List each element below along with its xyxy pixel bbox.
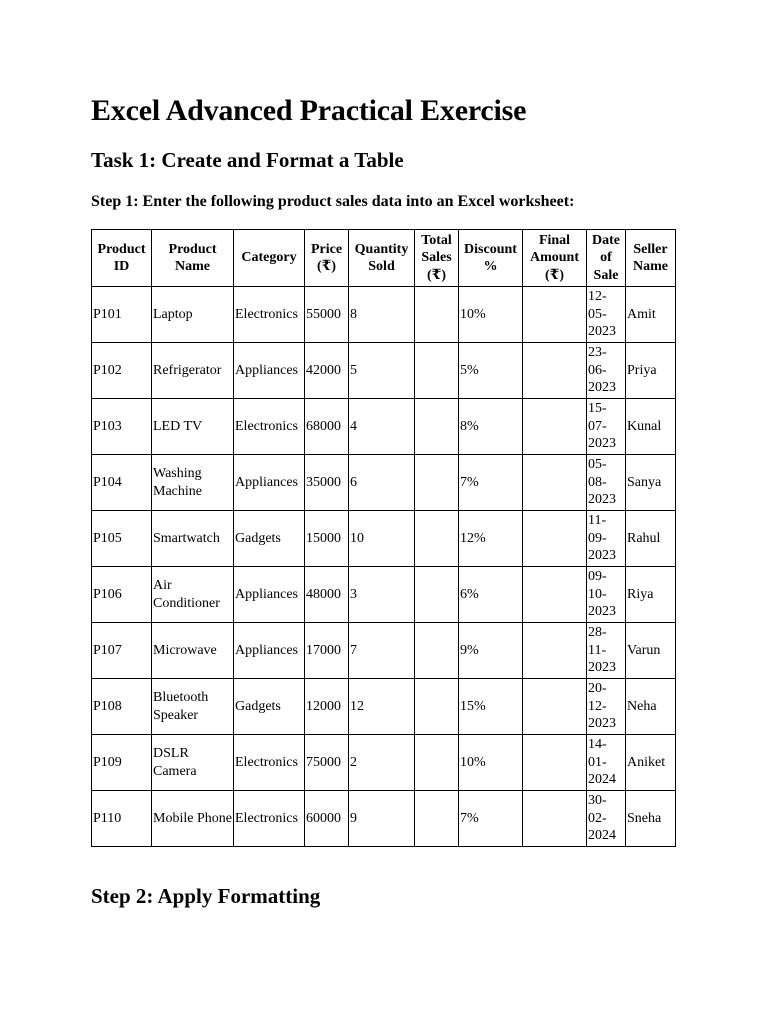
header-category: Category	[234, 230, 305, 287]
cell-seller-name: Kunal	[626, 399, 676, 455]
cell-date-of-sale: 23-06-2023	[587, 343, 626, 399]
cell-total-sales	[415, 399, 459, 455]
cell-final-amount	[523, 623, 587, 679]
cell-seller-name: Riya	[626, 567, 676, 623]
cell-discount: 7%	[459, 455, 523, 511]
cell-final-amount	[523, 679, 587, 735]
cell-date-of-sale: 09-10-2023	[587, 567, 626, 623]
cell-product-id: P106	[92, 567, 152, 623]
cell-category: Electronics	[234, 399, 305, 455]
table-row	[92, 623, 676, 679]
cell-quantity-sold: 10	[349, 511, 415, 567]
step1-instruction: Step 1: Enter the following product sales data into an Excel worksheet:	[91, 193, 575, 210]
header-final-amount: Final Amount (₹)	[523, 230, 587, 287]
table-row	[92, 399, 676, 455]
cell-final-amount	[523, 399, 587, 455]
cell-date-of-sale: 11-09-2023	[587, 511, 626, 567]
header-total-sales: Total Sales (₹)	[415, 230, 459, 287]
cell-seller-name: Varun	[626, 623, 676, 679]
cell-price: 55000	[305, 287, 349, 343]
table-row	[92, 343, 676, 399]
sales-data-table	[91, 229, 676, 847]
cell-total-sales	[415, 791, 459, 847]
cell-product-name: Smartwatch	[152, 511, 234, 567]
cell-discount: 10%	[459, 287, 523, 343]
cell-product-id: P107	[92, 623, 152, 679]
cell-seller-name: Sanya	[626, 455, 676, 511]
cell-seller-name: Rahul	[626, 511, 676, 567]
cell-total-sales	[415, 287, 459, 343]
cell-final-amount	[523, 567, 587, 623]
table-row	[92, 679, 676, 735]
cell-category: Appliances	[234, 567, 305, 623]
cell-quantity-sold: 7	[349, 623, 415, 679]
cell-category: Appliances	[234, 343, 305, 399]
cell-price: 35000	[305, 455, 349, 511]
cell-discount: 15%	[459, 679, 523, 735]
cell-price: 15000	[305, 511, 349, 567]
cell-seller-name: Neha	[626, 679, 676, 735]
cell-product-name: DSLR Camera	[152, 735, 234, 791]
cell-final-amount	[523, 791, 587, 847]
header-discount: Discount %	[459, 230, 523, 287]
cell-product-id: P101	[92, 287, 152, 343]
cell-date-of-sale: 12-05-2023	[587, 287, 626, 343]
cell-total-sales	[415, 511, 459, 567]
cell-date-of-sale: 28-11-2023	[587, 623, 626, 679]
cell-product-name: Mobile Phone	[152, 791, 234, 847]
cell-product-id: P104	[92, 455, 152, 511]
table-row	[92, 455, 676, 511]
cell-product-id: P103	[92, 399, 152, 455]
cell-final-amount	[523, 287, 587, 343]
cell-category: Electronics	[234, 287, 305, 343]
cell-total-sales	[415, 567, 459, 623]
cell-quantity-sold: 12	[349, 679, 415, 735]
header-seller-name: Seller Name	[626, 230, 676, 287]
cell-category: Appliances	[234, 455, 305, 511]
cell-discount: 6%	[459, 567, 523, 623]
cell-date-of-sale: 20-12-2023	[587, 679, 626, 735]
cell-category: Electronics	[234, 735, 305, 791]
cell-product-name: Microwave	[152, 623, 234, 679]
cell-seller-name: Amit	[626, 287, 676, 343]
cell-discount: 10%	[459, 735, 523, 791]
cell-category: Gadgets	[234, 679, 305, 735]
cell-total-sales	[415, 343, 459, 399]
cell-seller-name: Priya	[626, 343, 676, 399]
cell-price: 48000	[305, 567, 349, 623]
cell-quantity-sold: 9	[349, 791, 415, 847]
cell-product-id: P108	[92, 679, 152, 735]
header-price: Price (₹)	[305, 230, 349, 287]
cell-total-sales	[415, 455, 459, 511]
cell-product-id: P110	[92, 791, 152, 847]
table-row	[92, 287, 676, 343]
cell-seller-name: Aniket	[626, 735, 676, 791]
header-product-name: Product Name	[152, 230, 234, 287]
cell-price: 60000	[305, 791, 349, 847]
cell-product-name: Laptop	[152, 287, 234, 343]
cell-total-sales	[415, 735, 459, 791]
cell-quantity-sold: 8	[349, 287, 415, 343]
cell-quantity-sold: 3	[349, 567, 415, 623]
cell-date-of-sale: 05-08-2023	[587, 455, 626, 511]
cell-product-name: Air Conditioner	[152, 567, 234, 623]
cell-product-name: Refrigerator	[152, 343, 234, 399]
cell-price: 17000	[305, 623, 349, 679]
cell-product-id: P105	[92, 511, 152, 567]
cell-product-id: P102	[92, 343, 152, 399]
cell-product-id: P109	[92, 735, 152, 791]
cell-discount: 12%	[459, 511, 523, 567]
table-row	[92, 511, 676, 567]
cell-final-amount	[523, 343, 587, 399]
cell-category: Gadgets	[234, 511, 305, 567]
header-date-of-sale: Date of Sale	[587, 230, 626, 287]
cell-quantity-sold: 5	[349, 343, 415, 399]
cell-category: Appliances	[234, 623, 305, 679]
cell-final-amount	[523, 735, 587, 791]
cell-product-name: LED TV	[152, 399, 234, 455]
task-heading: Task 1: Create and Format a Table	[91, 148, 404, 172]
header-quantity-sold: Quantity Sold	[349, 230, 415, 287]
cell-product-name: Bluetooth Speaker	[152, 679, 234, 735]
cell-date-of-sale: 30-02-2024	[587, 791, 626, 847]
table-row	[92, 567, 676, 623]
cell-price: 12000	[305, 679, 349, 735]
cell-quantity-sold: 2	[349, 735, 415, 791]
cell-seller-name: Sneha	[626, 791, 676, 847]
cell-discount: 5%	[459, 343, 523, 399]
step2-heading: Step 2: Apply Formatting	[91, 884, 321, 908]
cell-date-of-sale: 14-01-2024	[587, 735, 626, 791]
cell-date-of-sale: 15-07-2023	[587, 399, 626, 455]
cell-quantity-sold: 6	[349, 455, 415, 511]
cell-final-amount	[523, 511, 587, 567]
cell-final-amount	[523, 455, 587, 511]
cell-category: Electronics	[234, 791, 305, 847]
cell-discount: 8%	[459, 399, 523, 455]
header-product-id: Product ID	[92, 230, 152, 287]
cell-price: 42000	[305, 343, 349, 399]
cell-product-name: Washing Machine	[152, 455, 234, 511]
cell-total-sales	[415, 623, 459, 679]
cell-price: 75000	[305, 735, 349, 791]
table-body	[92, 287, 676, 847]
table-row	[92, 791, 676, 847]
table-header-row	[92, 230, 676, 287]
cell-quantity-sold: 4	[349, 399, 415, 455]
cell-price: 68000	[305, 399, 349, 455]
table-row	[92, 735, 676, 791]
cell-discount: 9%	[459, 623, 523, 679]
document-title: Excel Advanced Practical Exercise	[91, 94, 527, 127]
cell-total-sales	[415, 679, 459, 735]
cell-discount: 7%	[459, 791, 523, 847]
